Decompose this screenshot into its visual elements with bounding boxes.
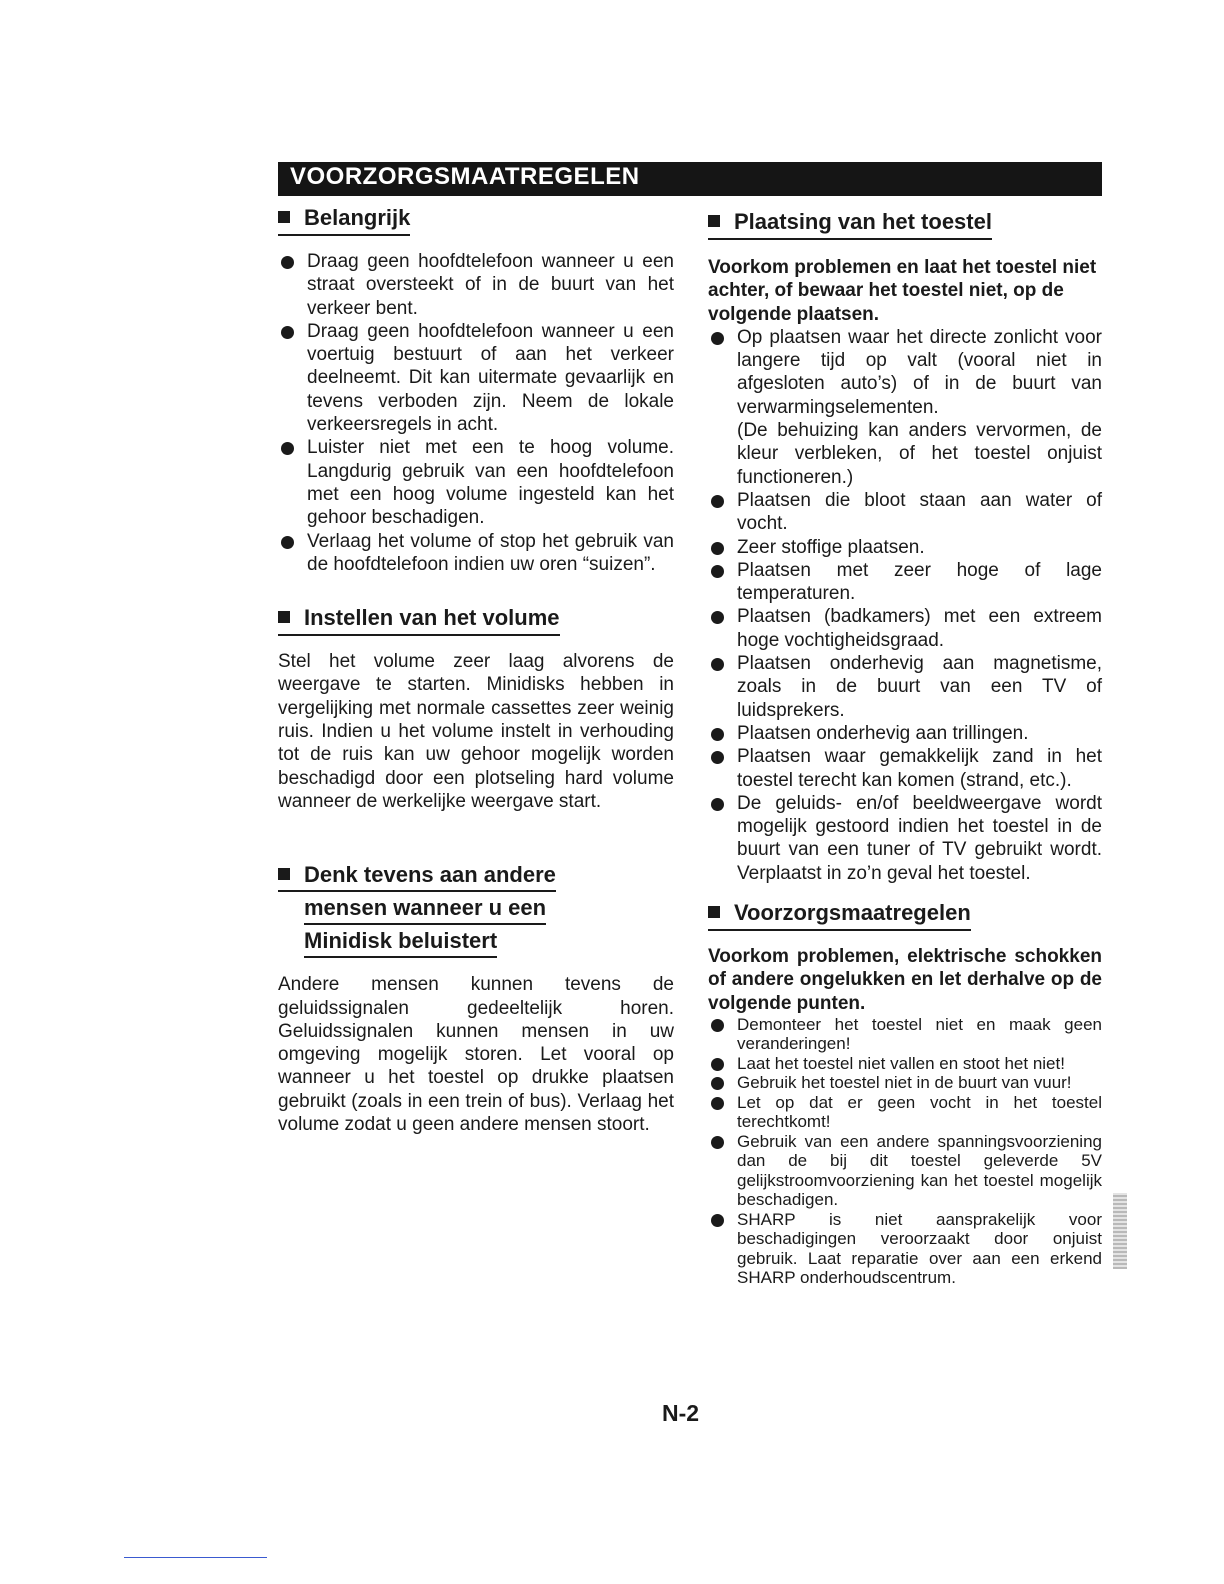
heading-belangrijk: Belangrijk: [278, 202, 410, 236]
left-column: [278, 202, 674, 1136]
list-item: Gebruik van een andere spanningsvoorziening dan de bij dit toestel geleverde 5V gelijkstroomvoorziening kan het toestel mogelijk beschadigen.: [708, 1132, 1102, 1210]
list-item: Plaatsen die bloot staan aan water of vocht.: [708, 489, 1102, 536]
list-item: Plaatsen met zeer hoge of lage temperaturen.: [708, 559, 1102, 606]
list-item: Let op dat er geen vocht in het toestel terechtkomt!: [708, 1093, 1102, 1132]
list-item: SHARP is niet aansprakelijk voor beschadigingen veroorzaakt door onjuist gebruik. Laat reparatie over aan een erkend SHARP onderhoudscentrum.: [708, 1210, 1102, 1288]
volume-text: Stel het volume zeer laag alvorens de weergave te starten. Minidisks hebben in vergelijking met normale cassettes zeer weinig ruis. Indien u het volume instelt in verhouding tot de ruis kan uw gehoor mogelijk worden beschadigd door een plotseling hard volume wanneer de werkelijke weergave start.: [278, 651, 674, 812]
plaatsing-intro: Voorkom problemen en laat het toestel niet achter, of bewaar het toestel niet, op de volgende plaatsen.: [708, 257, 1097, 325]
list-item: De geluids- en/of beeldweergave wordt mogelijk gestoord indien het toestel in de buurt van een tuner of TV gebruikt wordt. Verplaatst in zo’n geval het toestel.: [708, 792, 1102, 885]
bottom-rule: [124, 1557, 267, 1558]
list-item: Plaatsen onderhevig aan magnetisme, zoals in de buurt van een TV of luidsprekers.: [708, 652, 1102, 722]
plaatsing-list: [708, 326, 1102, 885]
list-item: Draag geen hoofdtelefoon wanneer u een voertuig bestuurt of aan het verkeer deelneemt. Dit kan uitermate gevaarlijk en tevens verboden zijn. Neem de lokale verkeersregels in acht.: [278, 320, 674, 436]
list-item: Op plaatsen waar het directe zonlicht voor langere tijd op valt (vooral niet in afgesloten auto’s) of in de buurt van verwarmingselementen. (De behuizing kan anders vervormen, de kleur verbleken, of het toestel onjuist functioneren.): [708, 326, 1102, 489]
heading-voorzorg: Voorzorgsmaatregelen: [708, 897, 971, 931]
square-bullet-icon: [278, 611, 290, 623]
list-item: Draag geen hoofdtelefoon wanneer u een straat oversteekt of in de buurt van het verkeer bent.: [278, 250, 674, 320]
voorzorg-list: [708, 1015, 1102, 1288]
section-banner: [278, 162, 1102, 196]
square-bullet-icon: [708, 215, 720, 227]
list-item: Verlaag het volume of stop het gebruik van de hoofdtelefoon indien uw oren “suizen”.: [278, 530, 674, 577]
list-item: Luister niet met een te hoog volume. Langdurig gebruik van een hoofdtelefoon met een hoog volume ingesteld kan het gehoor beschadigen.: [278, 436, 674, 529]
heading-denk: Denk tevens aan andere mensen wanneer u een Minidisk beluistert: [278, 859, 576, 959]
square-bullet-icon: [278, 211, 290, 223]
list-item: Gebruik het toestel niet in de buurt van vuur!: [708, 1073, 1102, 1093]
page-edge-mark: [1113, 1193, 1127, 1269]
banner-title: VOORZORGSMAATREGELEN: [290, 163, 640, 190]
square-bullet-icon: [278, 868, 290, 880]
square-bullet-icon: [708, 906, 720, 918]
list-item: Plaatsen onderhevig aan trillingen.: [708, 722, 1102, 745]
list-item: Demonteer het toestel niet en maak geen veranderingen!: [708, 1015, 1102, 1054]
denk-text: Andere mensen kunnen tevens de geluidssignalen gedeeltelijk horen. Geluidssignalen kunnen mensen in uw omgeving mogelijk storen. Let vooral op wanneer u het toestel op drukke plaatsen gebruikt (zoals in een trein of bus). Verlaag het volume zodat u geen andere mensen stoort.: [278, 974, 674, 1136]
list-item: Laat het toestel niet vallen en stoot het niet!: [708, 1054, 1102, 1074]
voorzorg-intro: Voorkom problemen, elektrische schokken of andere ongelukken en let derhalve op de volgende punten.: [708, 946, 1102, 1014]
list-item: Plaatsen (badkamers) met een extreem hoge vochtigheidsgraad.: [708, 605, 1102, 652]
heading-volume: Instellen van het volume: [278, 602, 560, 636]
list-item: Zeer stoffige plaatsen.: [708, 536, 1102, 559]
right-column: [708, 206, 1102, 1288]
heading-plaatsing: Plaatsing van het toestel: [708, 206, 992, 240]
belangrijk-list: [278, 250, 674, 576]
list-item: Plaatsen waar gemakkelijk zand in het toestel terecht kan komen (strand, etc.).: [708, 745, 1102, 792]
page-number: N-2: [662, 1400, 700, 1426]
